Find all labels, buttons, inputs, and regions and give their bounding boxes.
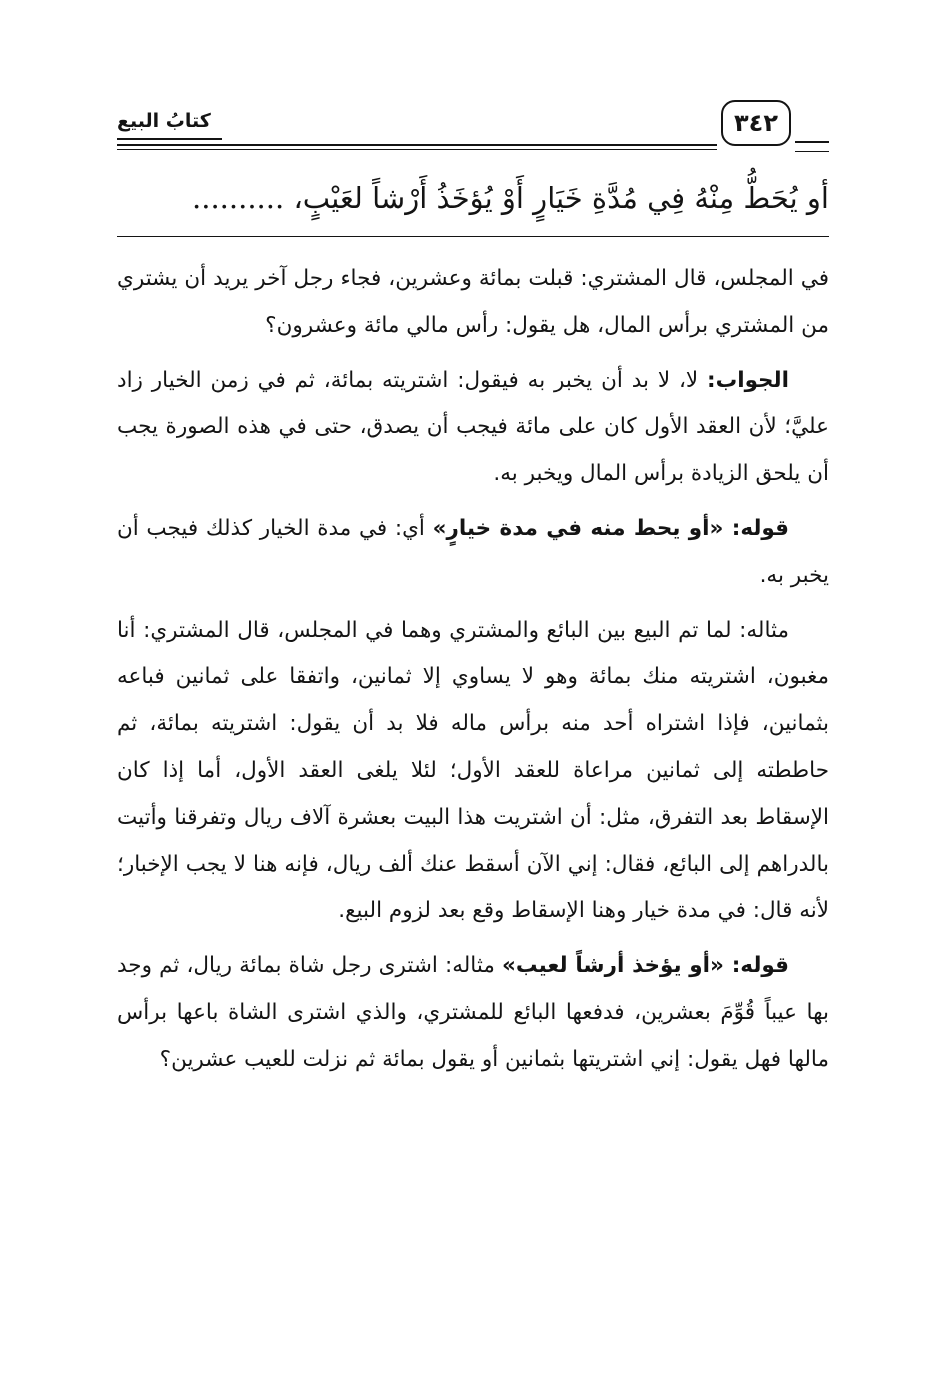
paragraph-quote: «أو يحط منه في مدة خيارٍ» bbox=[432, 515, 732, 541]
commentary-body bbox=[117, 256, 829, 1092]
page-number-badge: ٣٤٢ bbox=[721, 100, 791, 146]
paragraph bbox=[117, 608, 829, 936]
matn-separator bbox=[117, 236, 829, 237]
paragraph-lead: الجواب: bbox=[707, 367, 789, 393]
matn-dots: .......... bbox=[192, 181, 294, 215]
paragraph-text: مثاله: لما تم البيع بين البائع والمشتري وهما في المجلس، قال المشتري: أنا مغبون، اشتريته منك بمائة وهو لا يساوي إلا ثمانين، واتفقا على ثمانين فباعه بثمانين، فإذا اشتراه أحد منه برأس ماله فلا بد أن يقول: اشتريته بمائة، ثم حاططته إلى ثمانين مراعاة للعقد الأول؛ لئلا يلغى العقد الأول، أما إذا كان الإسقاط بعد التفرق، مثل: أن اشتريت هذا البيت بعشرة آلاف ريال وتفرقنا وأتيت بالدراهم إلى البائع، فقال: إني الآن أسقط عنك ألف ريال، فإنه هنا لا يجب الإخبار؛ لأنه قال: في مدة خيار وهنا الإسقاط وقع بعد لزوم البيع. bbox=[117, 617, 829, 924]
matn-text: أو يُحَطُّ مِنْهُ فِي مُدَّةِ خَيَارٍ أَوْ يُؤخَذُ أَرْشاً لعَيْبٍ، bbox=[293, 181, 829, 215]
paragraph-text: مثاله: اشترى رجل شاة بمائة ريال، ثم وجد بها عيباً قُوِّمَ بعشرين، فدفعها البائع للمشتري، والذي اشترى الشاة باعها برأس مالها فهل يقول: إني اشتريتها بثمانين أو يقول بمائة ثم نزلت للعيب عشرين؟ bbox=[117, 953, 829, 1072]
page-header bbox=[117, 100, 829, 160]
paragraph-text: لا، لا بد أن يخبر به فيقول: اشتريته بمائة، ثم في زمن الخيار زاد عليَّ؛ لأن العقد الأول كان على مائة فيجب أن يصدق، حتى في هذه الصورة يجب أن يلحق الزيادة برأس المال ويخبر به. bbox=[117, 367, 829, 487]
paragraph-lead: قوله: bbox=[731, 953, 789, 979]
header-rule-right bbox=[795, 141, 829, 152]
matn-line bbox=[117, 172, 829, 224]
chapter-title: كتابُ البيع bbox=[117, 110, 211, 132]
paragraph bbox=[117, 358, 829, 498]
paragraph bbox=[117, 506, 829, 600]
paragraph-text: أي: في مدة الخيار كذلك فيجب أن يخبر به. bbox=[117, 515, 829, 588]
header-rule-thin bbox=[117, 149, 717, 150]
paragraph-quote: «أو يؤخذ أرشاً لعيب» bbox=[501, 953, 732, 979]
paragraph-text: في المجلس، قال المشتري: قبلت بمائة وعشرين، فجاء رجل آخر يريد أن يشتري من المشتري برأس المال، هل يقول: رأس مالي مائة وعشرون؟ bbox=[117, 266, 829, 338]
header-rule-thick bbox=[117, 144, 717, 146]
paragraph bbox=[117, 943, 829, 1083]
title-underline bbox=[117, 138, 222, 140]
paragraph-lead: قوله: bbox=[731, 515, 789, 541]
paragraph bbox=[117, 256, 829, 350]
